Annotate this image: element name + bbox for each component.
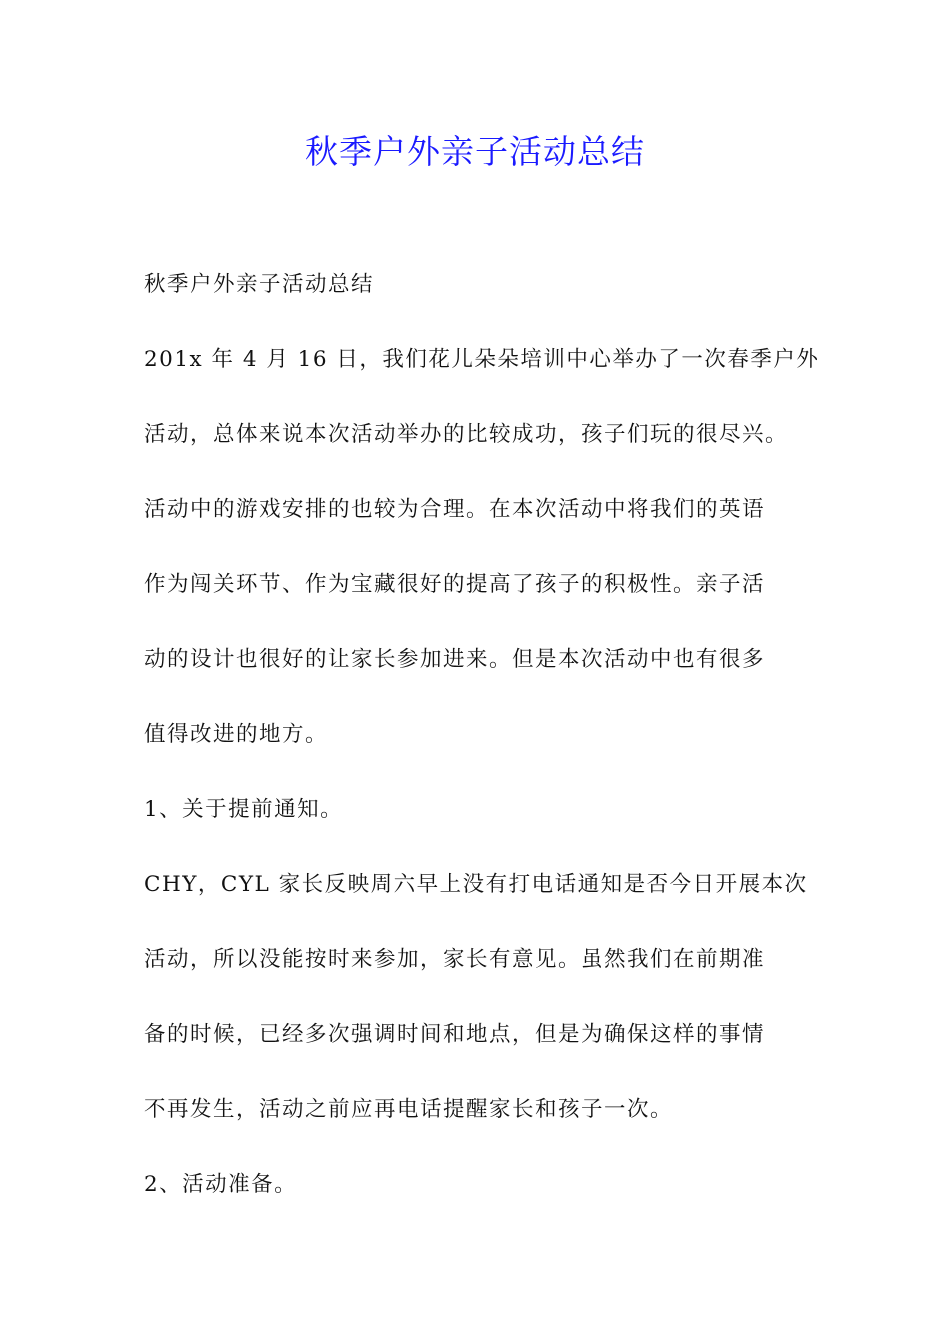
body-line: 作为闯关环节、作为宝藏很好的提高了孩子的积极性。亲子活	[144, 572, 766, 597]
body-line: 值得改进的地方。	[144, 722, 329, 747]
section-heading-2: 2、活动准备。	[144, 1172, 298, 1197]
document-title: 秋季户外亲子活动总结	[305, 132, 645, 171]
body-line: 活动，所以没能按时来参加，家长有意见。虽然我们在前期准	[144, 947, 766, 972]
body-line-subtitle: 秋季户外亲子活动总结	[144, 272, 375, 297]
body-line: 201x 年 4 月 16 日，我们花儿朵朵培训中心举办了一次春季户外	[144, 347, 820, 372]
section-heading-1: 1、关于提前通知。	[144, 797, 344, 822]
document-body	[144, 262, 820, 1237]
body-line: 动的设计也很好的让家长参加进来。但是本次活动中也有很多	[144, 647, 766, 672]
body-line: 备的时候，已经多次强调时间和地点，但是为确保这样的事情	[144, 1022, 766, 1047]
body-line: CHY，CYL 家长反映周六早上没有打电话通知是否今日开展本次	[144, 872, 808, 897]
body-line: 不再发生，活动之前应再电话提醒家长和孩子一次。	[144, 1097, 674, 1122]
body-line: 活动，总体来说本次活动举办的比较成功，孩子们玩的很尽兴。	[144, 422, 789, 447]
body-line: 活动中的游戏安排的也较为合理。在本次活动中将我们的英语	[144, 497, 766, 522]
